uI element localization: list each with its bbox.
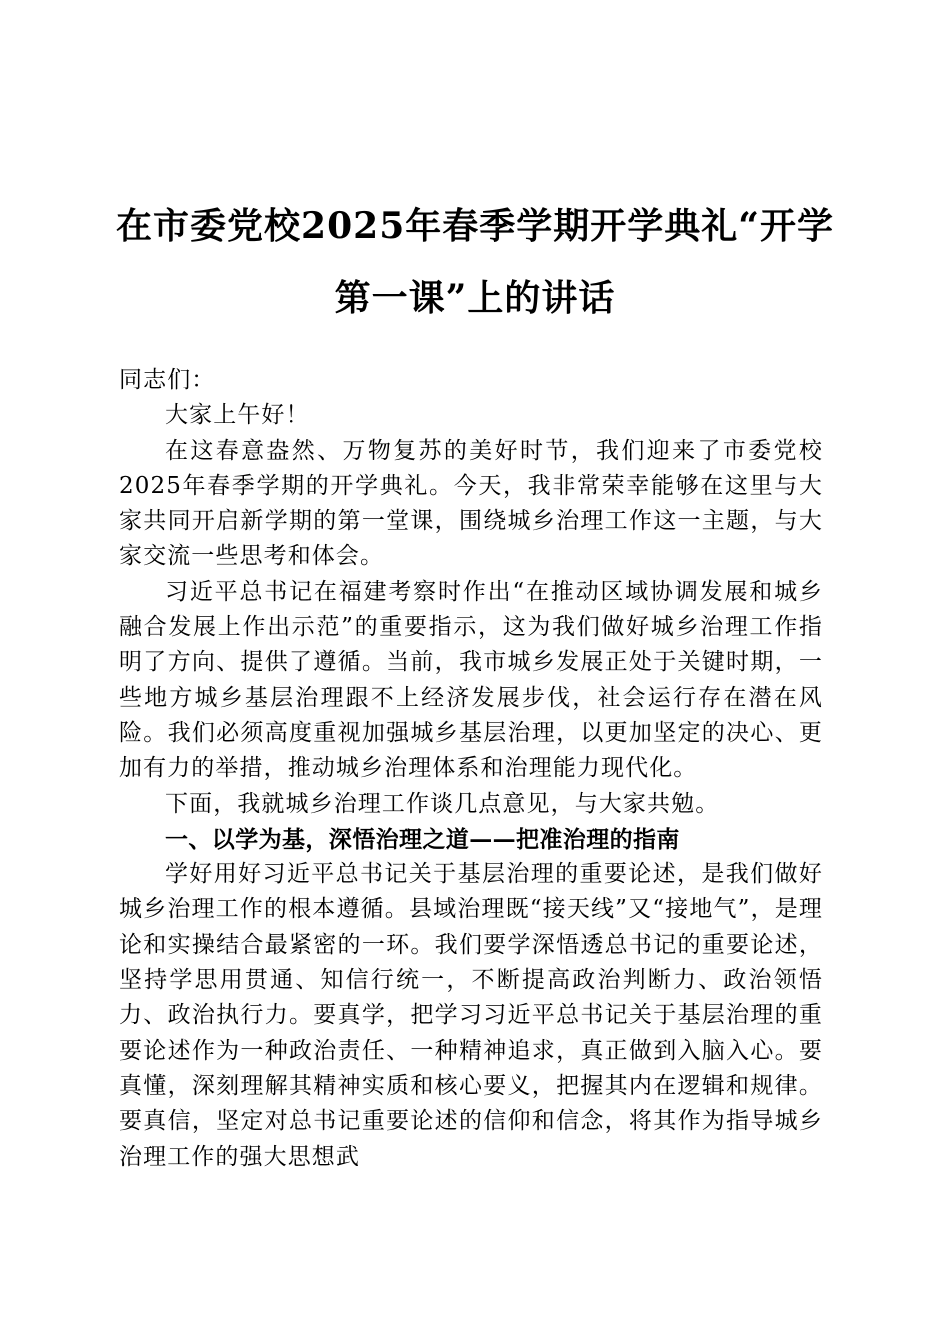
paragraph: 在这春意盎然、万物复苏的美好时节，我们迎来了市委党校2025年春季学期的开学典礼。今天，我非常荣幸能够在这里与大家共同开启新学期的第一堂课，围绕城乡治理工作这一主题，与大家交流一些思考和体会。 — [119, 437, 823, 570]
title-line-1: 在市委党校2025年春季学期开学典礼“开学 — [116, 205, 834, 247]
salutation: 同志们： — [119, 367, 216, 393]
title-line-2: 第一课”上的讲话 — [334, 277, 616, 319]
section-heading: 一、以学为基，深悟治理之道——把准治理的指南 — [165, 825, 680, 853]
document-body — [119, 363, 823, 1175]
paragraph: 下面，我就城乡治理工作谈几点意见，与大家共勉。 — [165, 790, 720, 817]
paragraph: 学好用好习近平总书记关于基层治理的重要论述，是我们做好城乡治理工作的根本遵循。县域治理既“接天线”又“接地气”，是理论和实操结合最紧密的一环。我们要学深悟透总书记的重要论述，坚持学思用贯通、知信行统一，不断提高政治判断力、政治领悟力、政治执行力。要真学，把学习习近平总书记关于基层治理的重要论述作为一种政治责任、一种精神追求，真正做到入脑入心。要真懂，深刻理解其精神实质和核心要义，把握其内在逻辑和规律。要真信，坚定对总书记重要论述的信仰和信念，将其作为指导城乡治理工作的强大思想武 — [119, 861, 823, 1170]
document-title — [110, 190, 840, 334]
paragraph: 习近平总书记在福建考察时作出“在推动区域协调发展和城乡融合发展上作出示范”的重要指示，这为我们做好城乡治理工作指明了方向、提供了遵循。当前，我市城乡发展正处于关键时期，一些地方城乡基层治理跟不上经济发展步伐，社会运行存在潜在风险。我们必须高度重视加强城乡基层治理，以更加坚定的决心、更加有力的举措，推动城乡治理体系和治理能力现代化。 — [119, 578, 823, 782]
greeting: 大家上午好！ — [165, 402, 310, 429]
